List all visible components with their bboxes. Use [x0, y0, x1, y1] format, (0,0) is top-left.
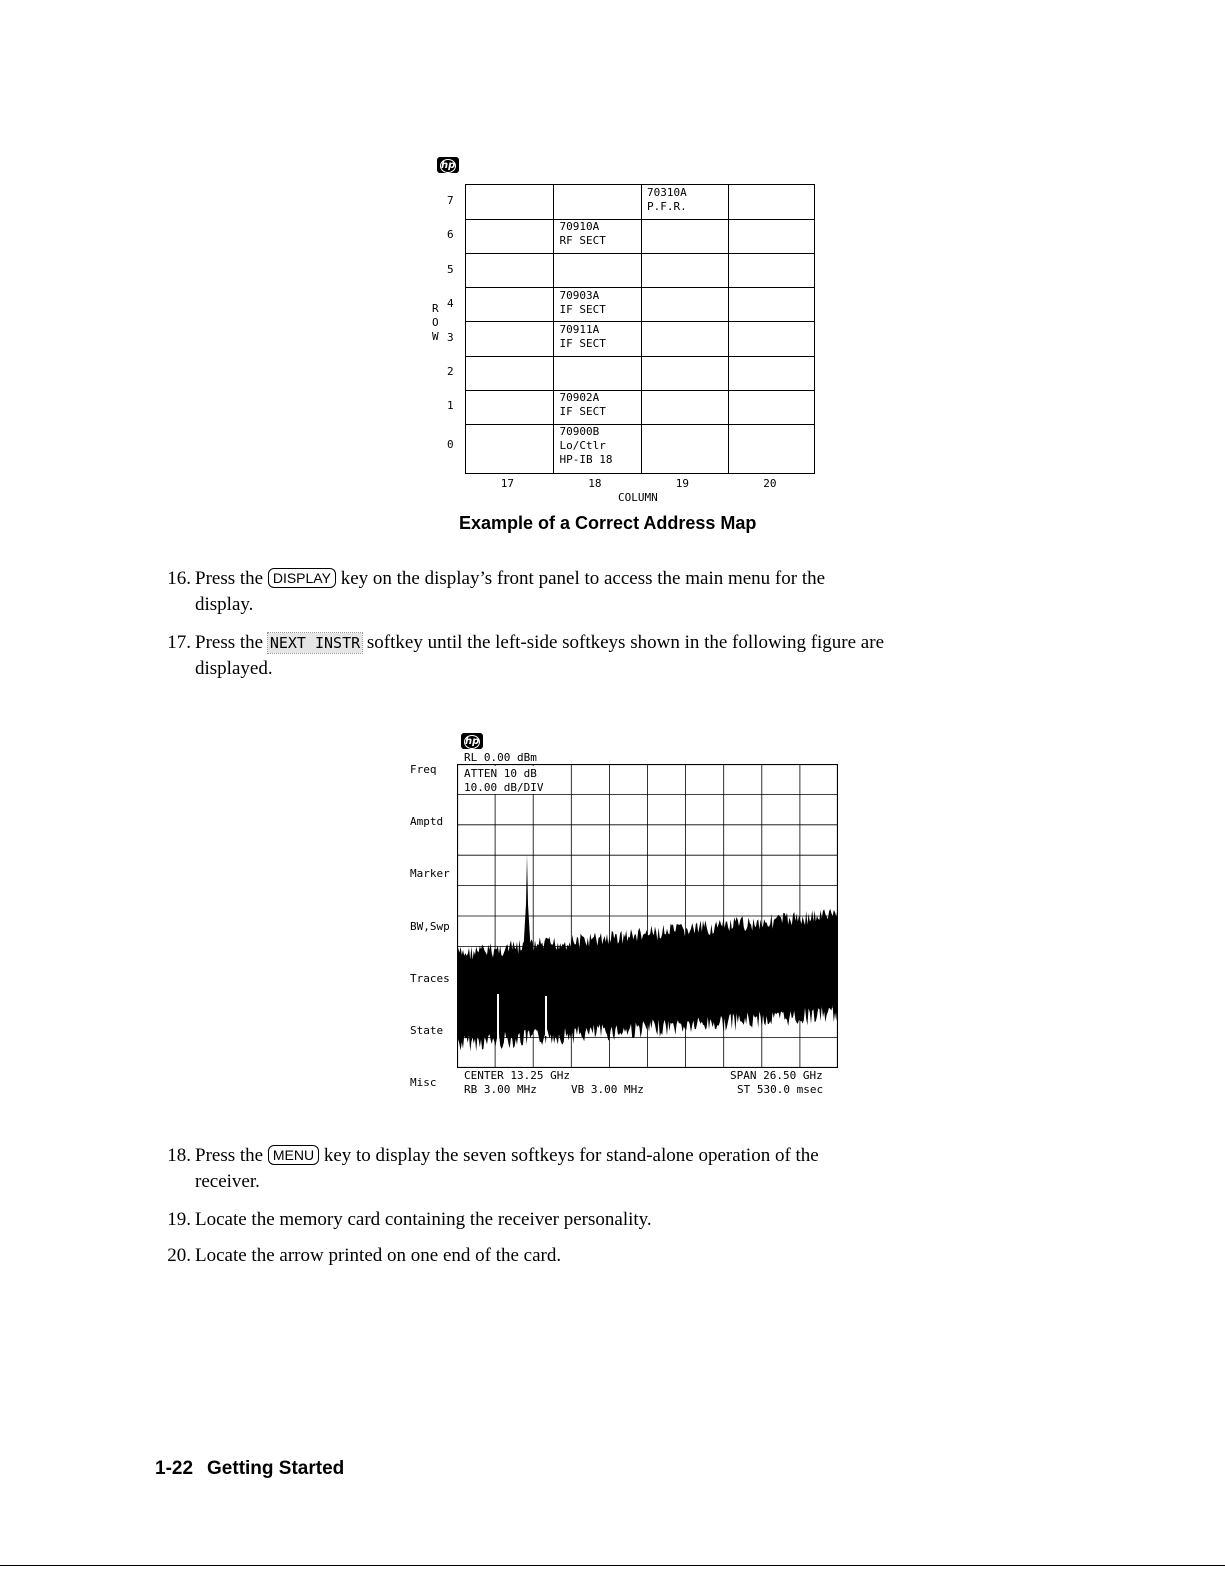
ref-level: RL 0.00 dBm — [464, 751, 537, 764]
display-key: DISPLAY — [268, 568, 336, 588]
bottom-rule — [0, 1565, 1225, 1566]
row-label: 1 — [447, 399, 454, 413]
address-map-caption: Example of a Correct Address Map — [459, 513, 757, 533]
hp-logo-icon: hp — [437, 157, 459, 173]
row-label: 7 — [447, 194, 454, 208]
module-cell: 70903A IF SECT — [559, 288, 606, 316]
row-label: 2 — [447, 365, 454, 379]
grid-line — [466, 321, 814, 322]
trace-gap — [497, 994, 499, 1039]
row-label: 6 — [447, 228, 454, 242]
atten-readout: ATTEN 10 dB — [464, 767, 537, 780]
grid-line — [728, 185, 729, 473]
grid-line — [466, 219, 814, 220]
address-map-grid — [465, 184, 815, 474]
column-label: 18 — [588, 477, 602, 490]
section-title: Getting Started — [207, 1458, 345, 1479]
softkey-label: BW,Swp — [410, 919, 450, 933]
grid-line — [466, 253, 814, 254]
vbw-readout: VB 3.00 MHz — [571, 1083, 644, 1096]
module-cell: 70911A IF SECT — [559, 322, 606, 350]
module-cell: 70900B Lo/Ctlr HP-IB 18 — [559, 425, 613, 467]
grid-line — [553, 185, 554, 473]
hp-logo-icon: hp — [461, 733, 483, 749]
signal-peak — [523, 854, 531, 956]
rbw-readout: RB 3.00 MHz — [464, 1083, 537, 1096]
row-label: 4 — [447, 296, 454, 310]
row-axis-label: R O W — [432, 302, 439, 343]
softkey-label: Amptd — [410, 815, 444, 829]
spectrum-trace-plot — [457, 764, 838, 1068]
grid-line — [466, 287, 814, 288]
sweep-time-readout: ST 530.0 msec — [737, 1083, 824, 1096]
row-label: 3 — [447, 330, 454, 344]
module-cell: 70910A RF SECT — [559, 220, 606, 248]
column-axis-label: COLUMN — [618, 491, 658, 504]
trace-gap — [545, 996, 547, 1036]
softkey-label: State — [410, 1024, 444, 1037]
column-label: 17 — [500, 477, 514, 490]
span-readout: SPAN 26.50 GHz — [730, 1069, 823, 1082]
scale-readout: 10.00 dB/DIV — [464, 781, 544, 794]
softkey-label: Traces — [410, 971, 450, 985]
grid-line — [466, 424, 814, 425]
row-label: 0 — [447, 437, 454, 451]
center-readout: CENTER 13.25 GHz — [464, 1069, 570, 1082]
module-cell: 70902A IF SECT — [559, 391, 606, 419]
softkey-label: Marker — [410, 867, 450, 881]
grid-line — [641, 185, 642, 473]
column-label: 19 — [675, 477, 689, 490]
module-cell: 70310A P.F.R. — [647, 186, 687, 213]
page-number: 1-22 — [155, 1458, 194, 1479]
row-label: 5 — [447, 262, 454, 276]
next-instr-softkey: NEXT INSTR — [269, 634, 361, 652]
grid-line — [466, 390, 814, 391]
page-footer — [155, 1458, 344, 1480]
menu-key: MENU — [268, 1145, 319, 1165]
grid-line — [466, 356, 814, 357]
softkey-label: Misc — [410, 1076, 437, 1090]
column-label: 20 — [763, 477, 777, 490]
softkey-label: Freq — [410, 763, 437, 776]
